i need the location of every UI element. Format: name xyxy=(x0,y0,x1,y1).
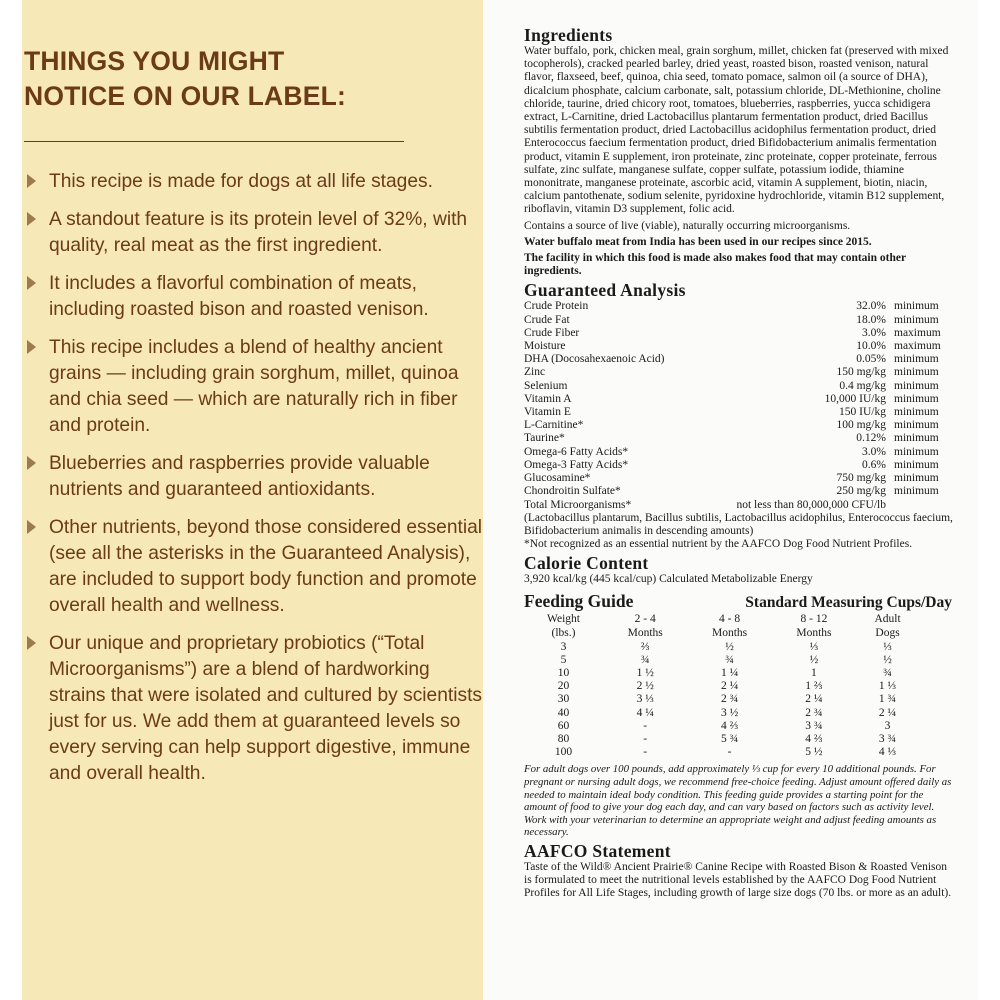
feeding-cell: 80 xyxy=(557,732,570,745)
analysis-row xyxy=(524,314,956,327)
note-item xyxy=(22,631,483,787)
microorganism-note: Contains a source of live (viable), naturally occurring microorganisms. xyxy=(524,219,851,232)
nutrient-name: Moisture xyxy=(524,340,566,353)
nutrient-value: 100 mg/kg xyxy=(836,419,886,432)
feeding-note: For adult dogs over 100 pounds, add approximately ⅓ cup for every 10 additional pounds. For pregnant or nursing adult dogs, we recommend free-choice feeding. Adjust amount offered daily as needed to maintain ideal body condition. This feeding guide provides a starting point for the amount of food to give your dog each day, and can vary based on factors such as activity level. Work with your veterinarian to determine an appropriate weight and adjust feeding amounts as necessary. xyxy=(524,763,952,839)
nutrient-name: Crude Fiber xyxy=(524,326,580,339)
feeding-cell: 40 xyxy=(557,706,570,719)
feeding-cell: ⅓ xyxy=(809,640,819,653)
analysis-row xyxy=(524,419,956,432)
nutrient-qualifier: maximum xyxy=(894,326,941,339)
nutrient-value: 750 mg/kg xyxy=(836,472,886,485)
notes-title-line2: NOTICE ON OUR LABEL: xyxy=(24,81,346,111)
note-item xyxy=(22,451,483,503)
analysis-row xyxy=(524,327,956,340)
nutrient-name: Vitamin A xyxy=(524,392,572,405)
aafco-text: Taste of the Wild® Ancient Prairie® Canine Recipe with Roasted Bison & Roasted Venison is formulated to meet the nutritional levels established by the AAFCO Dog Food Nutrient Profiles for All Life Stages, including growth of large size dogs (70 lbs. or more as an adult). xyxy=(524,860,952,900)
feeding-cell: - xyxy=(643,719,648,732)
feeding-cell: 60 xyxy=(557,719,570,732)
feeding-row xyxy=(524,746,919,759)
feeding-row xyxy=(524,667,919,680)
feeding-cell: 3 xyxy=(560,640,567,653)
nutrient-name: Total Microorganisms* xyxy=(524,498,632,511)
feeding-row xyxy=(524,641,919,654)
feeding-cell: 4 ⅔ xyxy=(720,719,739,732)
nutrient-name: DHA (Docosahexaenoic Acid) xyxy=(524,353,665,366)
nutrient-name: Omega-6 Fatty Acids* xyxy=(524,445,629,458)
ingredients-text: Water buffalo, pork, chicken meal, grain sorghum, millet, chicken fat (preserved with mixed tocopherols), cracked pearled barley, dried yeast, roasted bison, roasted venison, natural flavor, flaxseed, beef, quinoa, chia seed, tomato pomace, salmon oil (a source of DHA), dicalcium phosphate, calcium carbonate, salt, potassium chloride, DL-Methionine, choline chloride, taurine, dried chicory root, tomatoes, blueberries, raspberries, yucca schidigera extract, L-Carnitine, dried Lactobacillus plantarum fermentation product, dried Bacillus subtilis fermentation product, dried Lactobacillus acidophilus fermentation product, dried Enterococcus faecium fermentation product, dried Bifidobacterium animalis fermentation product, vitamin E supplement, iron proteinate, zinc proteinate, copper proteinate, ferrous sulfate, zinc sulfate, manganese sulfate, copper sulfate, potassium iodide, thiamine mononitrate, manganese proteinate, ascorbic acid, vitamin A supplement, biotin, niacin, calcium pantothenate, sodium selenite, pyridoxine hydrochloride, vitamin B12 supplement, riboflavin, vitamin D3 supplement, folic acid. xyxy=(524,45,949,216)
analysis-row xyxy=(524,406,956,419)
ingredients-heading: Ingredients xyxy=(524,25,613,45)
feeding-cell: ½ xyxy=(725,640,734,653)
feeding-cell: ¾ xyxy=(725,653,734,666)
analysis-row xyxy=(524,393,956,406)
arrow-bullet-icon xyxy=(27,174,36,188)
nutrient-value: 0.12% xyxy=(856,432,886,445)
feeding-cell: 1 ⅓ xyxy=(878,680,897,693)
aafco-heading: AAFCO Statement xyxy=(524,840,671,861)
feeding-cell: 3 ⅓ xyxy=(636,693,654,706)
feeding-guide-table xyxy=(524,612,919,760)
note-text: Our unique and proprietary probiotics (“Total Microorganisms”) are a blend of hardworking strains that were isolated and cultured by scientists just for us. We add them at guaranteed levels so every serving can help support digestive, immune and overall health. xyxy=(49,633,483,784)
column-header: Adult xyxy=(874,612,901,625)
analysis-row xyxy=(524,432,956,445)
arrow-bullet-icon xyxy=(27,520,36,534)
feeding-cell: ⅓ xyxy=(883,640,892,653)
analysis-footnote: *Not recognized as an essential nutrient by the AAFCO Dog Food Nutrient Profiles. xyxy=(524,538,913,551)
feeding-cell: - xyxy=(727,746,732,759)
label-notes-panel xyxy=(22,0,483,1000)
analysis-row xyxy=(524,472,956,485)
nutrient-qualifier: minimum xyxy=(894,392,939,405)
feeding-cell: 5 ½ xyxy=(805,746,823,759)
feeding-header-row xyxy=(524,626,919,641)
column-header: Months xyxy=(711,627,748,640)
feeding-cell: 30 xyxy=(557,693,570,706)
analysis-row xyxy=(524,459,956,472)
analysis-row xyxy=(524,499,956,512)
feeding-cell: 1 xyxy=(811,666,817,679)
feeding-cell: 3 ¾ xyxy=(878,732,897,745)
feeding-heading: Feeding Guide xyxy=(524,590,634,611)
feeding-cell: 1 ¾ xyxy=(878,693,897,706)
nutrient-value: 150 IU/kg xyxy=(839,406,886,419)
feeding-cell: 5 xyxy=(560,653,567,666)
feeding-cell: 4 ⅓ xyxy=(878,746,897,759)
note-item xyxy=(22,207,483,259)
nutrient-value: 0.6% xyxy=(862,458,886,471)
notes-title xyxy=(24,44,483,114)
note-item xyxy=(22,271,483,323)
nutrient-qualifier: maximum xyxy=(894,340,941,353)
arrow-bullet-icon xyxy=(27,212,36,226)
nutrient-qualifier: minimum xyxy=(894,458,939,471)
nutrient-qualifier: minimum xyxy=(894,406,939,419)
nutrient-value: not less than 80,000,000 CFU/lb xyxy=(736,498,886,511)
nutrient-name: Zinc xyxy=(524,366,546,379)
feeding-cell: 1 ⅔ xyxy=(805,680,823,693)
nutrient-qualifier: minimum xyxy=(894,300,939,313)
nutrient-qualifier: minimum xyxy=(894,485,939,498)
note-text: Other nutrients, beyond those considered essential (see all the asterisks in the Guaranteed Analysis), are included to support body function and promote overall health and wellness. xyxy=(49,517,483,616)
nutrient-qualifier: minimum xyxy=(894,445,939,458)
feeding-cell: 3 ¾ xyxy=(805,719,823,732)
nutrient-value: 10.0% xyxy=(856,340,886,353)
feeding-cell: 4 ¼ xyxy=(636,706,654,719)
column-header: Dogs xyxy=(875,627,900,640)
nutrient-value: 10,000 IU/kg xyxy=(824,392,886,405)
analysis-row xyxy=(524,446,956,459)
nutrition-label-panel xyxy=(483,0,978,1000)
analysis-row xyxy=(524,380,956,393)
feeding-cell: 3 ½ xyxy=(720,706,739,719)
column-header: 4 - 8 xyxy=(719,612,741,625)
note-item xyxy=(22,335,483,439)
feeding-row xyxy=(524,654,919,667)
nutrient-name: Selenium xyxy=(524,379,568,392)
feeding-header-row xyxy=(524,612,919,627)
column-header: (lbs.) xyxy=(551,627,576,640)
note-text: This recipe is made for dogs at all life stages. xyxy=(49,171,433,192)
column-header: 8 - 12 xyxy=(800,612,828,625)
feeding-cell: ¾ xyxy=(883,666,892,679)
column-header: 2 - 4 xyxy=(634,612,656,625)
calorie-heading: Calorie Content xyxy=(524,553,649,574)
nutrient-qualifier: minimum xyxy=(894,419,939,432)
note-text: A standout feature is its protein level of 32%, with quality, real meat as the first ingredient. xyxy=(49,209,468,256)
nutrient-name: Chondroitin Sulfate* xyxy=(524,485,621,498)
nutrient-value: 3.0% xyxy=(862,445,886,458)
feeding-cell: 10 xyxy=(557,666,570,679)
nutrient-value: 3.0% xyxy=(862,326,886,339)
note-item xyxy=(22,515,483,619)
nutrient-value: 150 mg/kg xyxy=(836,366,886,379)
nutrient-name: L-Carnitine* xyxy=(524,419,584,432)
feeding-cell: 20 xyxy=(557,680,570,693)
feeding-cell: 2 ¾ xyxy=(805,706,823,719)
feeding-cell: 2 ¾ xyxy=(720,693,739,706)
arrow-bullet-icon xyxy=(27,456,36,470)
nutrient-qualifier: minimum xyxy=(894,472,939,485)
feeding-cell: 100 xyxy=(554,746,573,759)
nutrient-value: 250 mg/kg xyxy=(836,485,886,498)
arrow-bullet-icon xyxy=(27,636,36,650)
feeding-row xyxy=(524,720,919,733)
microorganism-detail: (Lactobacillus plantarum, Bacillus subtilis, Lactobacillus acidophilus, Enterococcus faecium, Bifidobacterium animalis in descending amounts) xyxy=(524,511,953,537)
nutrient-name: Crude Protein xyxy=(524,300,589,313)
feeding-cell: ⅔ xyxy=(640,640,650,653)
nutrient-qualifier: minimum xyxy=(894,432,939,445)
feeding-cell: 2 ¼ xyxy=(720,680,739,693)
feeding-subheading: Standard Measuring Cups/Day xyxy=(745,593,952,611)
arrow-bullet-icon xyxy=(27,276,36,290)
feeding-cell: 2 ¼ xyxy=(878,706,897,719)
nutrient-value: 0.4 mg/kg xyxy=(839,379,886,392)
nutrient-qualifier: minimum xyxy=(894,313,939,326)
analysis-row xyxy=(524,300,956,313)
analysis-heading: Guaranteed Analysis xyxy=(524,280,686,301)
feeding-cell: ¾ xyxy=(640,653,650,666)
feeding-cell: - xyxy=(643,732,648,745)
nutrient-qualifier: minimum xyxy=(894,379,939,392)
column-header: Months xyxy=(627,627,663,640)
notes-list xyxy=(22,169,483,787)
calorie-text: 3,920 kcal/kg (445 kcal/cup) Calculated Metabolizable Energy xyxy=(524,573,813,586)
column-header: Weight xyxy=(547,612,580,625)
analysis-row xyxy=(524,366,956,379)
column-header: Months xyxy=(796,627,832,640)
analysis-row xyxy=(524,485,956,498)
feeding-cell: ½ xyxy=(809,653,819,666)
feeding-guide-header xyxy=(524,591,956,612)
nutrient-name: Glucosamine* xyxy=(524,472,591,485)
feeding-row xyxy=(524,680,919,693)
arrow-bullet-icon xyxy=(27,340,36,354)
nutrient-qualifier: minimum xyxy=(894,353,939,366)
feeding-cell: 1 ¼ xyxy=(720,666,739,679)
facility-note: The facility in which this food is made also makes food that may contain other ingredients. xyxy=(524,252,906,278)
nutrient-name: Crude Fat xyxy=(524,313,570,326)
analysis-row xyxy=(524,340,956,353)
feeding-cell: 2 ½ xyxy=(636,680,654,693)
nutrient-value: 0.05% xyxy=(856,353,886,366)
nutrient-value: 32.0% xyxy=(856,300,886,313)
feeding-cell: 2 ¼ xyxy=(805,693,823,706)
nutrient-qualifier: minimum xyxy=(894,366,939,379)
notes-title-line1: THINGS YOU MIGHT xyxy=(24,46,285,76)
feeding-cell: 4 ⅔ xyxy=(805,732,823,745)
nutrient-name: Taurine* xyxy=(524,432,565,445)
note-item xyxy=(22,169,483,195)
feeding-row xyxy=(524,693,919,706)
analysis-row xyxy=(524,353,956,366)
feeding-cell: 5 ¾ xyxy=(720,732,739,745)
guaranteed-analysis-table xyxy=(524,300,956,511)
feeding-row xyxy=(524,707,919,720)
nutrient-qualifier xyxy=(894,499,956,512)
feeding-cell: ½ xyxy=(883,653,892,666)
title-divider xyxy=(24,141,404,142)
note-text: This recipe includes a blend of healthy ancient grains — including grain sorghum, millet, quinoa and chia seed — which are naturally rich in fiber and protein. xyxy=(49,337,459,436)
feeding-cell: 1 ½ xyxy=(636,666,654,679)
nutrient-value: 18.0% xyxy=(856,313,886,326)
nutrient-name: Vitamin E xyxy=(524,406,571,419)
note-text: Blueberries and raspberries provide valuable nutrients and guaranteed antioxidants. xyxy=(49,453,430,500)
feeding-cell: - xyxy=(643,746,648,759)
feeding-cell: 3 xyxy=(884,719,891,732)
note-text: It includes a flavorful combination of meats, including roasted bison and roasted venison. xyxy=(49,273,429,320)
water-buffalo-note: Water buffalo meat from India has been used in our recipes since 2015. xyxy=(524,235,872,248)
nutrient-name: Omega-3 Fatty Acids* xyxy=(524,458,629,471)
feeding-row xyxy=(524,733,919,746)
